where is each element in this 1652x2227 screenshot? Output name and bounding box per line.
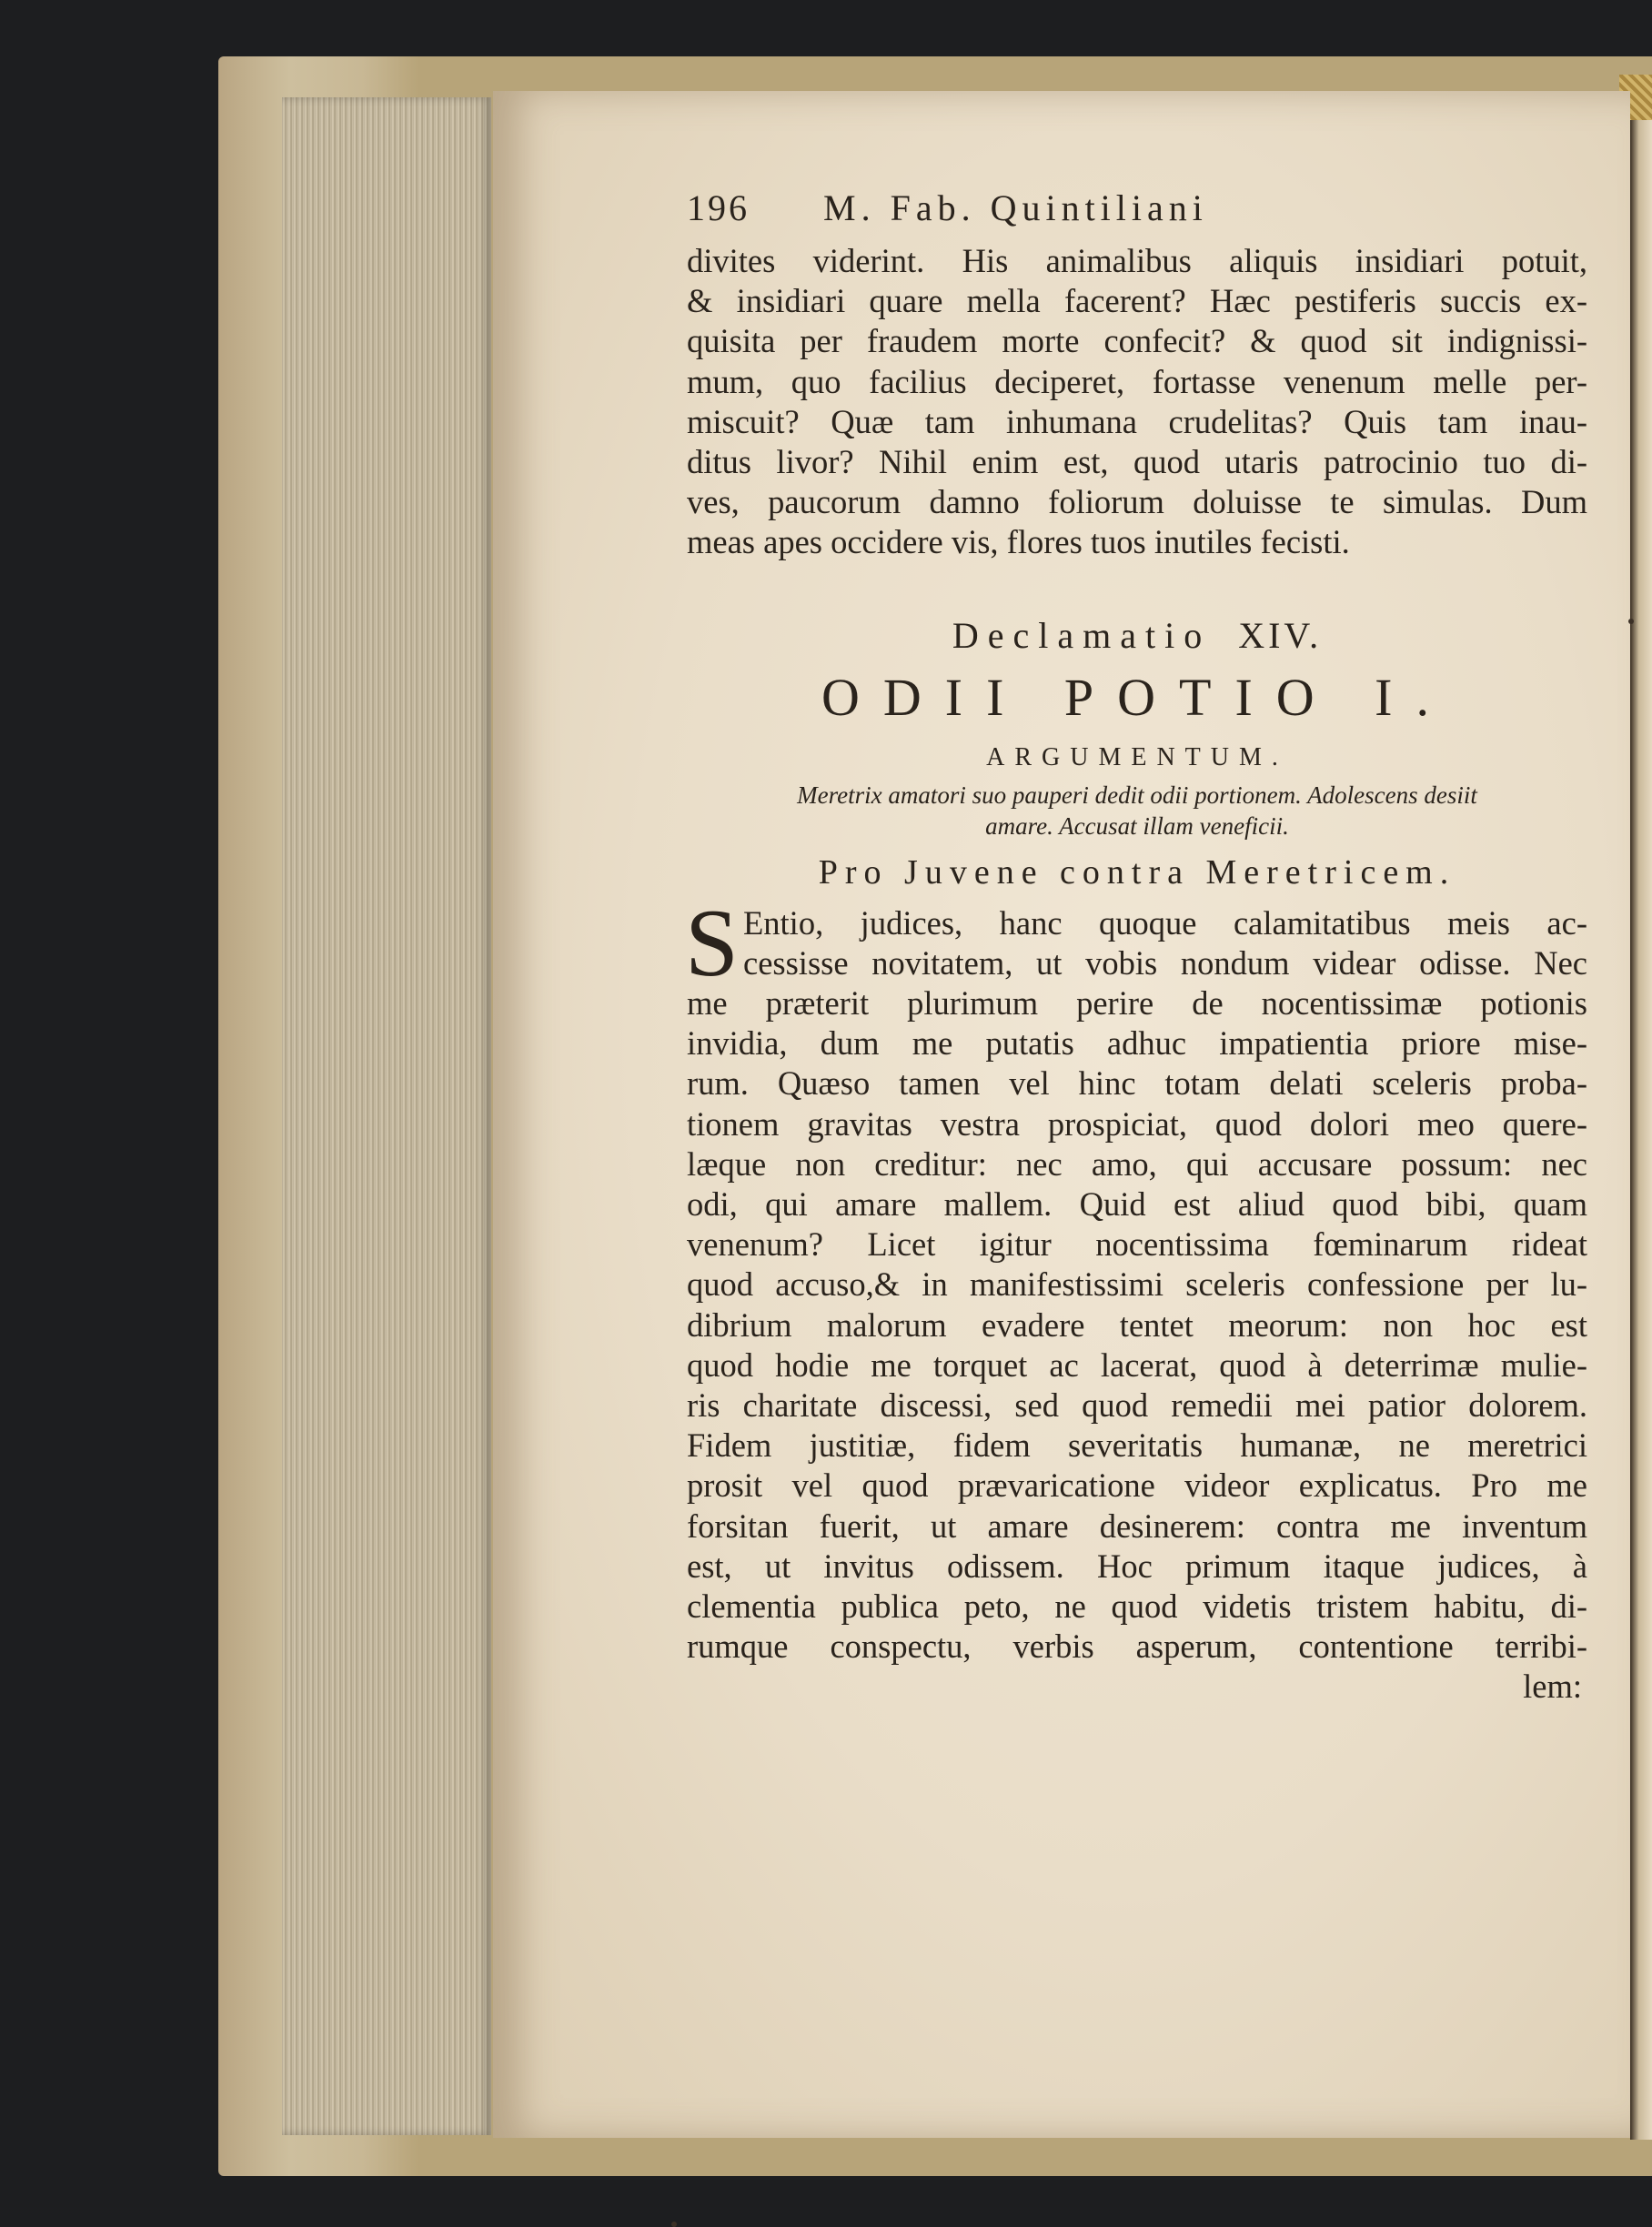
speech-body bbox=[685, 889, 1587, 1708]
text-line: quod hodie me torquet ac lacerat, quod à deterrimæ mulie- bbox=[687, 1345, 1587, 1384]
text-line: & insidiari quare mella facerent? Hæc pestiferis succis ex- bbox=[687, 282, 1587, 320]
argument-line: amare. Accusat illam veneficii. bbox=[985, 811, 1289, 840]
text-line: ditus livor? Nihil enim est, quod utaris patrocinio tuo di- bbox=[687, 443, 1587, 481]
text-line: divites viderint. His animalibus aliquis insidiari potuit, bbox=[687, 242, 1587, 279]
text-line: rumque conspectu, verbis asperum, contentione terribi- bbox=[687, 1627, 1587, 1666]
page-edges bbox=[282, 97, 491, 2135]
text-line: odi, qui amare mallem. Quid est aliud quod bibi, quam bbox=[687, 1185, 1587, 1224]
running-head bbox=[687, 186, 1587, 241]
facing-page-edge bbox=[1630, 120, 1652, 2140]
text-line: tionem gravitas vestra prospiciat, quod dolori meo quere- bbox=[687, 1104, 1587, 1143]
text-line: clementia publica peto, ne quod videtis tristem habitu, di- bbox=[687, 1587, 1587, 1626]
text-line: Fidem justitiæ, fidem severitatis humanæ, ne meretrici bbox=[687, 1426, 1587, 1465]
text-line: forsitan fuerit, ut amare desinerem: contra me inventum bbox=[687, 1506, 1587, 1545]
argument-text bbox=[687, 780, 1587, 841]
text-line: quod accuso,& in manifestissimi sceleris confessione per lu- bbox=[687, 1265, 1587, 1304]
text-line: mum, quo facilius deciperet, fortasse venenum melle per- bbox=[687, 362, 1587, 400]
declamation-number: XIV. bbox=[1238, 614, 1323, 656]
speech-heading: Pro Juvene contra Meretricem. bbox=[818, 852, 1456, 892]
text-line: rum. Quæso tamen vel hinc totam delati sceleris proba- bbox=[687, 1064, 1587, 1103]
text-line: cessisse novitatem, ut vobis nondum videar odisse. Nec bbox=[743, 943, 1587, 982]
page-number: 196 bbox=[687, 187, 750, 228]
running-title: M. Fab. Quintiliani bbox=[823, 187, 1208, 228]
text-line: ves, paucorum damno foliorum doluisse te simulas. Dum bbox=[687, 483, 1587, 521]
declamation-label: Declamatio bbox=[952, 614, 1212, 656]
text-line: prosit vel quod prævaricatione videor explicatus. Pro me bbox=[687, 1466, 1587, 1505]
text-line: dibrium malorum evadere tentet meorum: non hoc est bbox=[687, 1305, 1587, 1344]
text-line: læque non creditur: nec amo, qui accusare possum: nec bbox=[687, 1144, 1587, 1183]
text-line: ris charitate discessi, sed quod remedii mei patior dolorem. bbox=[687, 1386, 1587, 1425]
drop-cap: S bbox=[685, 889, 739, 996]
text-line: Entio, judices, hanc quoque calamitatibus meis ac- bbox=[743, 903, 1587, 942]
argument-label: ARGUMENTUM. bbox=[986, 742, 1288, 771]
text-line: meas apes occidere vis, flores tuos inutiles fecisti. bbox=[687, 523, 1350, 561]
text-line: quisita per fraudem morte confecit? & quod sit indignissi- bbox=[687, 322, 1587, 360]
text-line: invidia, dum me putatis adhuc impatientia priore mise- bbox=[687, 1024, 1587, 1063]
declamation-heading bbox=[687, 614, 1587, 667]
text-line: venenum? Licet igitur nocentissima fœminarum rideat bbox=[687, 1225, 1587, 1264]
argument-line: Meretrix amatori suo pauperi dedit odii portionem. Adolescens desiit bbox=[797, 781, 1477, 809]
text-line: miscuit? Quæ tam inhumana crudelitas? Quis tam inau- bbox=[687, 402, 1587, 440]
declamation-title: ODII POTIO I. bbox=[821, 667, 1453, 727]
text-line: me præterit plurimum perire de nocentissimæ potionis bbox=[687, 984, 1587, 1023]
preceding-text bbox=[687, 241, 1587, 563]
page-text bbox=[687, 186, 1587, 1707]
ink-speck bbox=[1628, 619, 1634, 624]
ink-speck bbox=[671, 2222, 677, 2227]
catchword: lem: bbox=[1523, 1668, 1582, 1706]
text-line: est, ut invitus odissem. Hoc primum itaque judices, à bbox=[687, 1547, 1587, 1585]
